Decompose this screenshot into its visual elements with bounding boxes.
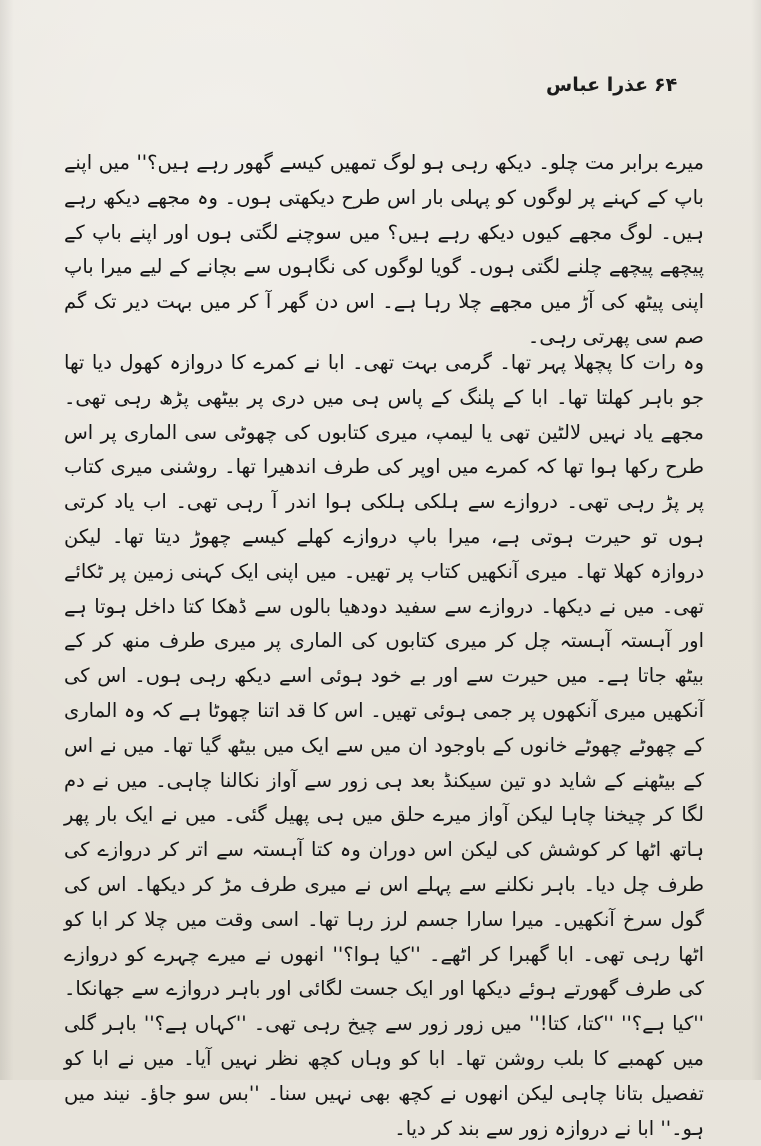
paragraph-1: میرے برابر مت چلو۔ دیکھ رہی ہو لوگ تمھیں کیسے گھور رہے ہیں؟'' میں اپنے باپ کے کہنے پر لوگوں کو پہلی بار اس طرح دیکھتی ہوں۔ وہ مجھے دیکھ رہے ہیں۔ لوگ مجھے کیوں دیکھ رہے ہیں؟ میں سوچنے لگتی ہوں اور اپنے باپ کے پیچھے پیچھے چلنے لگتی ہوں۔ گویا لوگوں کی نگاہوں سے بچانے کے لیے میرا باپ اپنی پیٹھ کی آڑ میں مجھے چلا رہا ہے۔ اس دن گھر آ کر میں بہت دیر تک گم صم سی پھرتی رہی۔ <box>64 151 704 348</box>
page-header <box>0 74 761 104</box>
running-head-author: عذرا عباس <box>546 74 649 96</box>
page-number: ۶۴ <box>654 74 678 96</box>
paragraph-2: وہ رات کا پچھلا پہر تھا۔ گرمی بہت تھی۔ ابا نے کمرے کا دروازہ کھول دیا تھا جو باہر کھلتا تھا۔ ابا کے پلنگ کے پاس ہی میں دری پر بیٹھی پڑھ رہی تھی۔ مجھے یاد نہیں لالٹین تھی یا لیمپ، میری کتابوں کی چھوٹی سی الماری پر اس طرح رکھا ہوا تھا کہ کمرے میں اوپر کی طرف اندھیرا تھا۔ روشنی میری کتاب پر پڑ رہی تھی۔ دروازے سے ہلکی ہلکی ہوا اندر آ رہی تھی۔ اب یاد کرتی ہوں تو حیرت ہوتی ہے، میرا باپ دروازے کھلے کیسے چھوڑ دیتا تھا۔ لیکن دروازہ کھلا تھا۔ میری آنکھیں کتاب پر تھیں۔ میں اپنی ایک کہنی زمین پر ٹکائے تھی۔ میں نے دیکھا۔ دروازے سے سفید دودھیا بالوں سے ڈھکا کتا داخل ہوتا ہے اور آہستہ آہستہ چل کر میری کتابوں کی الماری پر میری طرف منھ کر کے بیٹھ جاتا ہے۔ میں حیرت سے اور بے خود ہوئی اسے دیکھ رہی ہوں۔ اس کی آنکھیں میری آنکھوں پر جمی ہوئی تھیں۔ اس کا قد اتنا چھوٹا ہے کہ وہ الماری کے چھوٹے چھوٹے خانوں کے باوجود ان میں سے ایک میں بیٹھ گیا تھا۔ میں نے اس کے بیٹھنے کے شاید دو تین سیکنڈ بعد ہی زور سے آواز نکالنا چاہی۔ میں نے دم لگا کر چیخنا چاہا لیکن آواز میرے حلق میں ہی پھیل گئی۔ میں نے ایک بار پھر ہاتھ اٹھا کر کوشش کی لیکن اس دوران وہ کتا آہستہ سے اتر کر دروازے کی طرف چل دیا۔ باہر نکلنے سے پہلے اس نے میری طرف مڑ کر دیکھا۔ اس کی گول سرخ آنکھیں۔ میرا سارا جسم لرز رہا تھا۔ اسی وقت میں چلا کر ابا کو اٹھا رہی تھی۔ ابا گھبرا کر اٹھے۔ ''کیا ہوا؟'' انھوں نے میرے چہرے کو دروازے کی طرف گھورتے ہوئے دیکھا اور ایک جست لگائی اور باہر دروازے سے جھانکا۔ ''کیا ہے؟'' ''کتا، کتا!'' میں زور زور سے چیخ رہی تھی۔ ''کہاں ہے؟'' باہر گلی میں کھمبے کا بلب روشن تھا۔ ابا کو وہاں کچھ نظر نہیں آیا۔ میں نے ابا کو تفصیل بتانا چاہی لیکن انھوں نے کچھ بھی نہیں سنا۔ ''بس سو جاؤ۔ نیند میں ہو۔'' ابا نے دروازہ زور سے بند کر دیا۔ <box>64 351 704 1140</box>
